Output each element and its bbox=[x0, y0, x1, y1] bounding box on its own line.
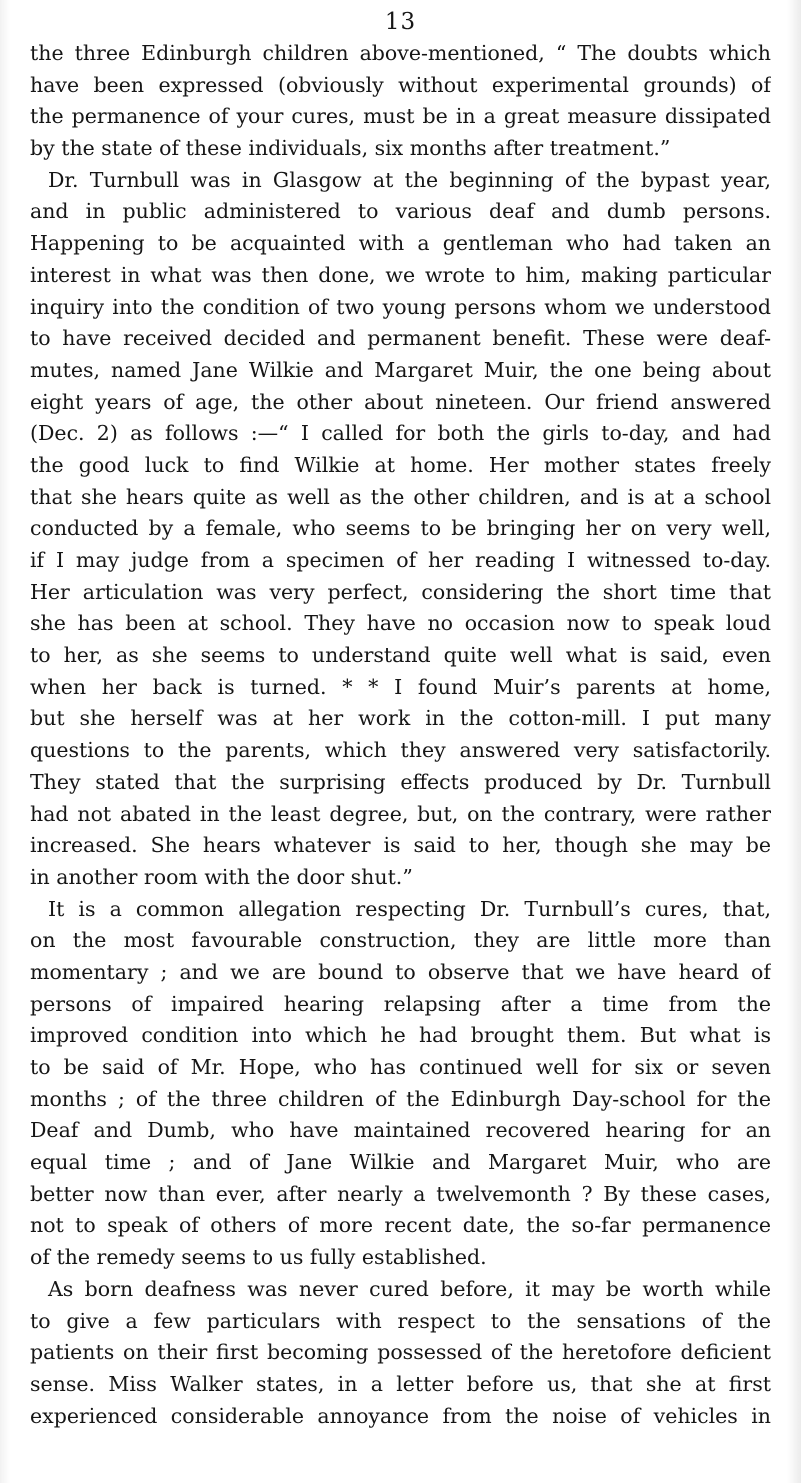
text-line: As born deafness was never cured before, it may be worth while bbox=[48, 1276, 771, 1301]
text-line: the permanence of your cures, must be in a great measure dissipated bbox=[30, 104, 771, 129]
text-line: inquiry into the condition of two young persons whom we understood bbox=[30, 294, 771, 319]
text-line: on the most favourable construction, they are little more than bbox=[30, 928, 771, 953]
text-line: she has been at school. They have no occasion now to speak loud bbox=[30, 611, 771, 636]
text-line: persons of impaired hearing relapsing after a time from the bbox=[30, 991, 771, 1016]
page-edge-shadow bbox=[787, 0, 801, 1483]
text-line: to have received decided and permanent benefit. These were deaf- bbox=[30, 326, 771, 351]
text-line: by the state of these individuals, six months after treatment.” bbox=[30, 136, 671, 161]
text-line: (Dec. 2) as follows :—“ I called for both the girls to-day, and had bbox=[30, 421, 771, 446]
text-line: patients on their first becoming possessed of the heretofore deficient bbox=[30, 1340, 771, 1365]
text-line: questions to the parents, which they answered very satisfactorily. bbox=[30, 738, 771, 763]
text-line: improved condition into which he had brought them. But what is bbox=[30, 1023, 771, 1048]
text-line: in another room with the door shut.” bbox=[30, 864, 413, 889]
text-line: Dr. Turnbull was in Glasgow at the beginning of the bypast year, bbox=[48, 167, 771, 192]
text-line: conducted by a female, who seems to be bringing her on very well, bbox=[30, 516, 771, 541]
text-line: not to speak of others of more recent date, the so-far permanence bbox=[30, 1213, 771, 1238]
text-line: Deaf and Dumb, who have maintained recovered hearing for an bbox=[30, 1118, 771, 1143]
text-line: They stated that the surprising effects produced by Dr. Turnbull bbox=[30, 769, 771, 794]
text-line: sense. Miss Walker states, in a letter before us, that she at first bbox=[30, 1371, 771, 1396]
text-line: It is a common allegation respecting Dr. Turnbull’s cures, that, bbox=[48, 896, 771, 921]
text-line: better now than ever, after nearly a twelvemonth ? By these cases, bbox=[30, 1181, 771, 1206]
text-line: had not abated in the least degree, but, on the contrary, were rather bbox=[30, 801, 771, 826]
text-line: increased. She hears whatever is said to her, though she may be bbox=[30, 833, 771, 858]
text-line: when her back is turned. * * I found Muir’s parents at home, bbox=[30, 674, 771, 699]
text-line: and in public administered to various deaf and dumb persons. bbox=[30, 199, 771, 224]
text-line: equal time ; and of Jane Wilkie and Margaret Muir, who are bbox=[30, 1150, 771, 1175]
text-line: to be said of Mr. Hope, who has continued well for six or seven bbox=[30, 1055, 771, 1079]
text-line: mutes, named Jane Wilkie and Margaret Muir, the one being about bbox=[30, 357, 771, 382]
text-line: the three Edinburgh children above-mentioned, “ The doubts which bbox=[30, 41, 771, 65]
text-line: if I may judge from a specimen of her reading I witnessed to-day. bbox=[30, 548, 771, 572]
text-line: to her, as she seems to understand quite well what is said, even bbox=[30, 643, 771, 668]
text-line: Happening to be acquainted with a gentleman who had taken an bbox=[30, 231, 771, 256]
text-line: months ; of the three children of the Edinburgh Day-school for the bbox=[30, 1086, 771, 1111]
page-number: 13 bbox=[384, 9, 417, 35]
text-line: momentary ; and we are bound to observe that we have heard of bbox=[30, 959, 771, 984]
text-line: have been expressed (obviously without experimental grounds) of bbox=[30, 72, 771, 97]
page-gutter-shadow bbox=[0, 0, 10, 1483]
text-line: of the remedy seems to us fully established. bbox=[30, 1245, 487, 1270]
text-line: interest in what was then done, we wrote to him, making particular bbox=[30, 262, 771, 287]
text-line: Her articulation was very perfect, considering the short time that bbox=[30, 579, 771, 604]
text-line: but she herself was at her work in the cotton-mill. I put many bbox=[30, 706, 771, 731]
body-text bbox=[30, 38, 771, 1432]
text-line: experienced considerable annoyance from the noise of vehicles in bbox=[30, 1403, 771, 1428]
text-line: eight years of age, the other about nineteen. Our friend answered bbox=[30, 389, 771, 414]
text-line: to give a few particulars with respect to the sensations of the bbox=[30, 1308, 771, 1333]
text-line: that she hears quite as well as the other children, and is at a school bbox=[30, 484, 771, 509]
text-line: the good luck to find Wilkie at home. Her mother states freely bbox=[30, 452, 771, 477]
